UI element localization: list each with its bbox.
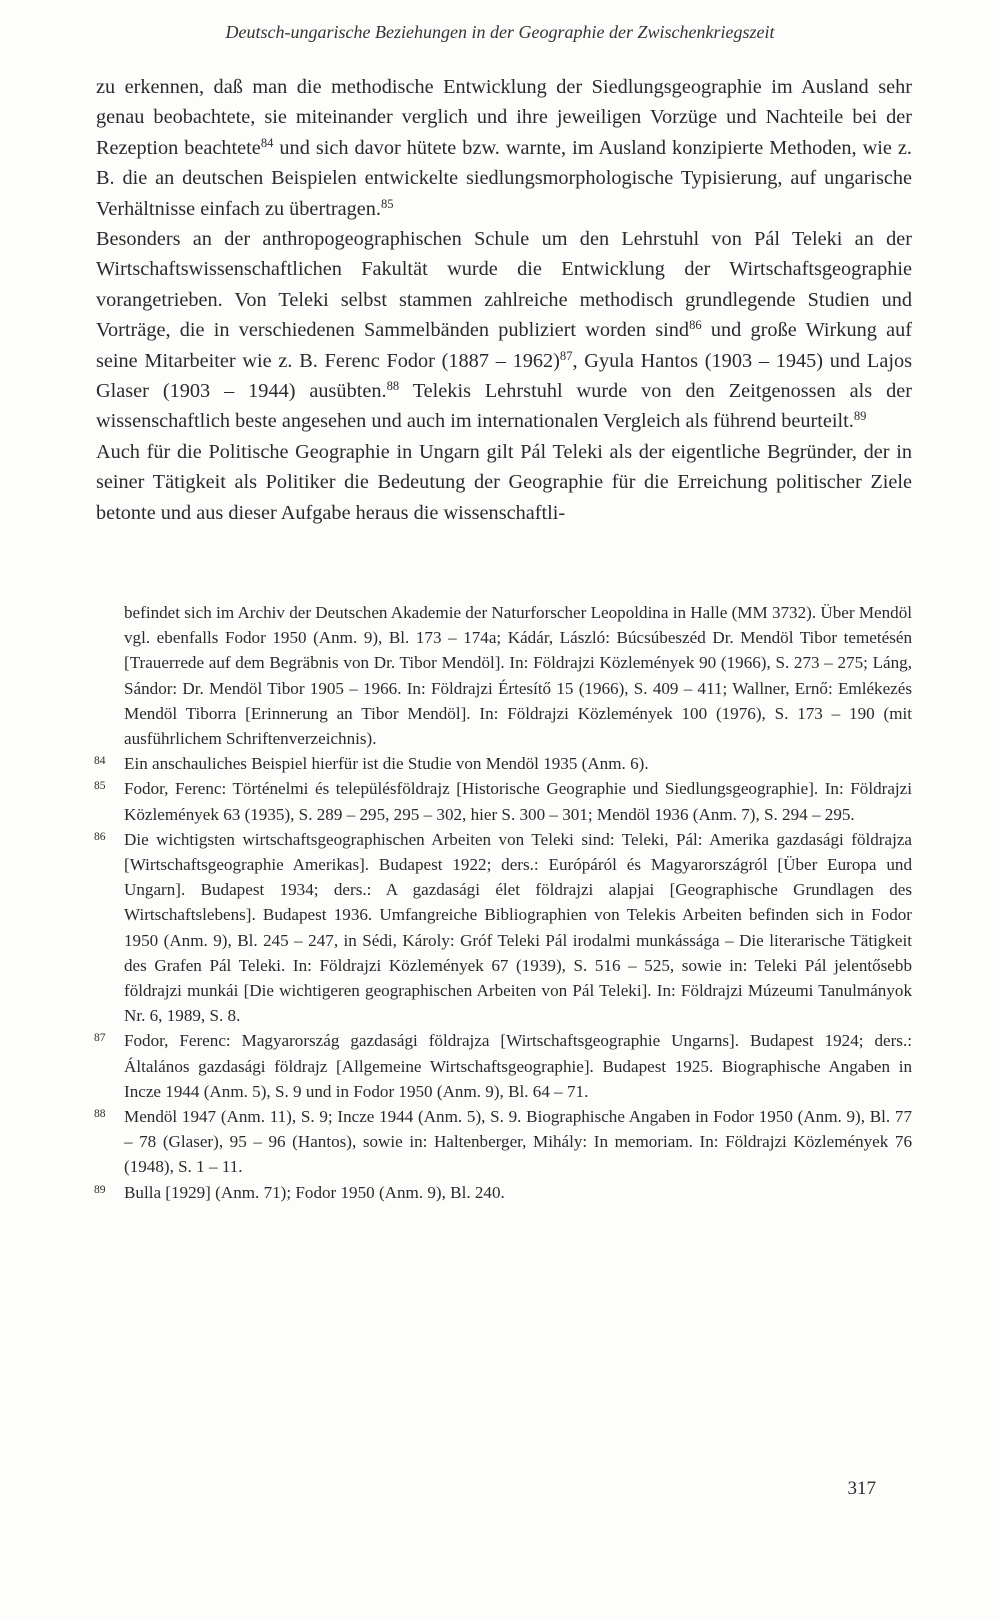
footnote-continuation: befindet sich im Archiv der Deutschen Akademie der Naturforscher Leopoldina in Halle (MM 3732). Über Mendöl vgl. ebenfalls Fodor 1950 (Anm. 9), Bl. 173 – 174a; Kádár, László: Búcsúbeszéd Dr. Mendöl Tibor temetésén [Trauerrede auf dem Begräbnis von Dr. Tibor Mendöl]. In: Földrajzi Közlemények 90 (1966), S. 273 – 275; Láng, Sándor: Dr. Mendöl Tibor 1905 – 1966. In: Földrajzi Értesítő 15 (1966), S. 409 – 411; Wallner, Ernő: Emlékezés Mendöl Tiborra [Erinnerung an Tibor Mendöl]. In: Földrajzi Közlemények 100 (1976), S. 173 – 190 (mit ausführlichem Schriftenverzeichnis). bbox=[124, 603, 912, 749]
footnote bbox=[94, 1104, 912, 1180]
footnote-ref[interactable]: 87 bbox=[559, 348, 573, 363]
paragraph bbox=[96, 224, 912, 437]
footnote-text: Ein anschauliches Beispiel hierfür ist die Studie von Mendöl 1935 (Anm. 6). bbox=[124, 754, 649, 774]
footnote-text: Die wichtigsten wirtschaftsgeographischen Arbeiten von Teleki sind: Teleki, Pál: Amerika gazdasági földrajza [Wirtschaftsgeographie Amerikas]. Budapest 1922; ders.: Európáról és Magyarországról [Über Europa und Ungarn]. Budapest 1934; ders.: A gazdasági élet földrajzi alapjai [Geographische Grundlagen des Wirtschaftslebens]. Budapest 1936. Umfangreiche Bibliographien von Telekis Arbeiten befinden sich in Fodor 1950 (Anm. 9), Bl. 245 – 247, in Sédi, Károly: Gróf Teleki Pál irodalmi munkássága – Die literarische Tätigkeit des Grafen Pál Teleki. In: Földrajzi Közlemények 67 (1939), S. 516 – 525, sowie in: Teleki Pál jelentősebb földrajzi munkái [Die wichtigeren geographischen Arbeiten von Pál Teleki]. In: Földrajzi Múzeumi Tanulmányok Nr. 6, 1989, S. 8. bbox=[124, 829, 912, 1026]
paragraph bbox=[96, 72, 912, 224]
running-head: Deutsch-ungarische Beziehungen in der Geographie der Zwischenkriegszeit bbox=[225, 22, 775, 42]
footnote-number: 84 bbox=[94, 755, 106, 768]
paragraph-text: Besonders an der anthropogeographischen Schule um den Lehrstuhl von Pál Teleki an der Wirtschaftswissenschaftlichen Fakultät wurde die Entwicklung der Wirtschaftsgeographie vorangetrieben. Von Teleki selbst stammen zahlreiche methodisch grundlegende Studien und Vorträge, die in verschiedenen Sammelbänden publiziert worden sind bbox=[96, 228, 912, 342]
paragraph bbox=[96, 437, 912, 528]
paragraph-text: , Gyula Hantos (1903 – 1945) und Lajos Glaser (1903 – 1944) ausübten. bbox=[96, 349, 912, 403]
footnote bbox=[94, 827, 912, 1029]
footnote-text: Mendöl 1947 (Anm. 11), S. 9; Incze 1944 (Anm. 5), S. 9. Biographische Angaben in Fodor 1950 (Anm. 9), Bl. 77 – 78 (Glaser), 95 – 96 (Hantos), sowie in: Haltenberger, Mihály: In memoriam. In: Földrajzi Közlemények 76 (1948), S. 1 – 11. bbox=[124, 1107, 912, 1177]
paragraph-text: und große Wirkung auf seine Mitarbeiter wie z. B. Ferenc Fodor (1887 – 1962) bbox=[96, 319, 912, 372]
footnote-text: Bulla [1929] (Anm. 71); Fodor 1950 (Anm. 9), Bl. 240. bbox=[124, 1182, 505, 1202]
footnote-ref[interactable]: 86 bbox=[689, 318, 702, 333]
footnote-ref[interactable]: 89 bbox=[853, 409, 867, 424]
footnote-number: 89 bbox=[94, 1183, 106, 1196]
footnote-number: 88 bbox=[94, 1108, 106, 1121]
footnote-ref[interactable]: 84 bbox=[260, 135, 274, 150]
footnote-number: 86 bbox=[94, 830, 106, 843]
paragraph-text: und sich davor hütete bzw. warnte, im Ausland konzipierte Methoden, wie z. B. die an deutschen Beispielen entwickelte siedlungsmorphologische Typisierung, auf ungarische Verhältnisse einfach zu übertragen. bbox=[96, 136, 913, 220]
footnote-ref[interactable]: 88 bbox=[386, 379, 400, 394]
footnote bbox=[94, 1028, 912, 1104]
footnote bbox=[94, 1180, 912, 1205]
footnote-text: Fodor, Ferenc: Történelmi és településföldrajz [Historische Geographie und Siedlungsgeographie]. In: Földrajzi Közlemények 63 (1935), S. 289 – 295, 295 – 302, hier S. 300 – 301; Mendöl 1936 (Anm. 7), S. 294 – 295. bbox=[124, 779, 912, 824]
paragraph-text: zu erkennen, daß man die methodische Entwicklung der Siedlungsgeographie im Ausland sehr genau beobachtete, sie miteinander verglich und ihre jeweiligen Vorzüge und Nachteile bei der Rezeption beachtete bbox=[96, 76, 912, 159]
footnote bbox=[94, 751, 912, 776]
main-text bbox=[96, 72, 912, 528]
page-number: 317 bbox=[847, 1478, 876, 1499]
footnotes bbox=[94, 600, 912, 1205]
footnote-number: 87 bbox=[94, 1032, 106, 1045]
footnote-ref[interactable]: 85 bbox=[380, 196, 394, 211]
paragraph-text: Auch für die Politische Geographie in Ungarn gilt Pál Teleki als der eigentliche Begründer, der in seiner Tätigkeit als Politiker die Bedeutung der Geographie für die Erreichung politischer Ziele betonte und aus dieser Aufgabe heraus die wissenschaftli- bbox=[96, 440, 912, 524]
footnote bbox=[94, 776, 912, 826]
paragraph-text: Telekis Lehrstuhl wurde von den Zeitgenossen als der wissenschaftlich beste angesehen und auch im internationalen Vergleich als führend beurteilt. bbox=[96, 380, 912, 433]
footnote-number: 85 bbox=[94, 780, 106, 793]
footnote-text: Fodor, Ferenc: Magyarország gazdasági földrajza [Wirtschaftsgeographie Ungarns]. Budapest 1924; ders.: Általános gazdasági földrajz [Allgemeine Wirtschaftsgeographie]. Budapest 1925. Biographische Angaben in Incze 1944 (Anm. 5), S. 9 und in Fodor 1950 (Anm. 9), Bl. 64 – 71. bbox=[124, 1031, 912, 1101]
